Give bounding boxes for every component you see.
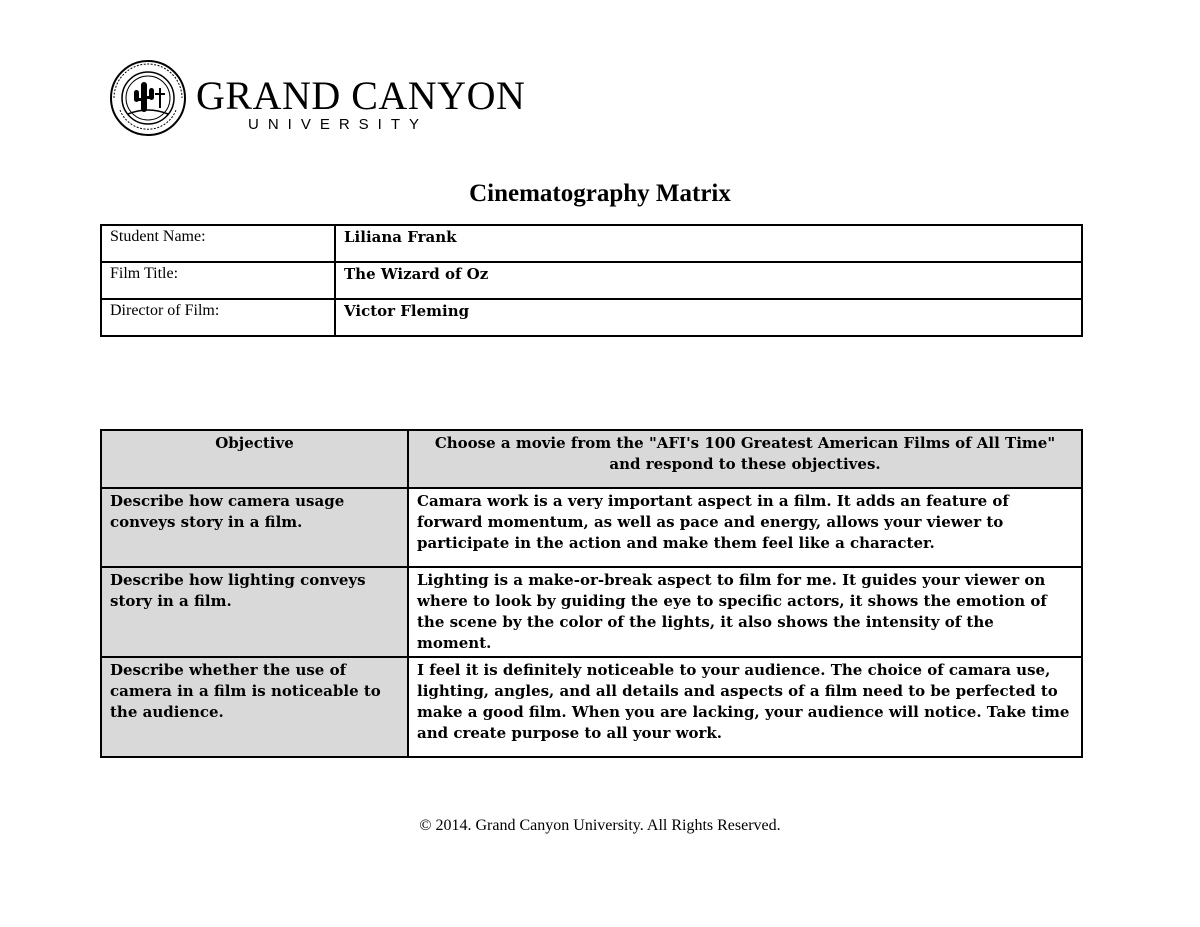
table-row	[101, 299, 1082, 336]
table-row	[101, 567, 1082, 657]
column-header-response: Choose a movie from the "AFI's 100 Greatest American Films of All Time" and respond to these objectives.	[408, 430, 1082, 488]
logo-subtitle: UNIVERSITY	[248, 116, 429, 133]
table-row	[101, 488, 1082, 567]
response-cell: Lighting is a make-or-break aspect to film for me. It guides your viewer on where to look by guiding the eye to specific actors, it shows the emotion of the scene by the color of the lights, it also shows the intensity of the moment.	[408, 567, 1082, 657]
logo-wordmark: GRAND CANYON	[196, 73, 526, 118]
info-value: Victor Fleming	[335, 299, 1082, 336]
column-header-objective: Objective	[101, 430, 408, 488]
copyright-footer: © 2014. Grand Canyon University. All Rights Reserved.	[419, 817, 781, 834]
info-label: Director of Film:	[101, 299, 335, 336]
table-row	[101, 262, 1082, 299]
objectives-matrix-table	[100, 429, 1083, 758]
objective-cell: Describe whether the use of camera in a film is noticeable to the audience.	[101, 657, 408, 757]
info-value: Liliana Frank	[335, 225, 1082, 262]
response-cell: Camara work is a very important aspect in a film. It adds an feature of forward momentum, as well as pace and energy, allows your viewer to participate in the action and make them feel like a character.	[408, 488, 1082, 567]
objective-cell: Describe how lighting conveys story in a film.	[101, 567, 408, 657]
table-header-row	[101, 430, 1082, 488]
university-logo	[108, 58, 526, 140]
objective-cell: Describe how camera usage conveys story in a film.	[101, 488, 408, 567]
table-row	[101, 657, 1082, 757]
page-title: Cinematography Matrix	[469, 180, 731, 207]
student-info-table	[100, 224, 1083, 337]
response-cell: I feel it is definitely noticeable to your audience. The choice of camara use, lighting, angles, and all details and aspects of a film need to be perfected to make a good film. When you are lacking, your audience will notice. Take time and create purpose to all your work.	[408, 657, 1082, 757]
info-label: Student Name:	[101, 225, 335, 262]
university-seal-icon	[108, 58, 188, 138]
info-value: The Wizard of Oz	[335, 262, 1082, 299]
info-label: Film Title:	[101, 262, 335, 299]
table-row	[101, 225, 1082, 262]
